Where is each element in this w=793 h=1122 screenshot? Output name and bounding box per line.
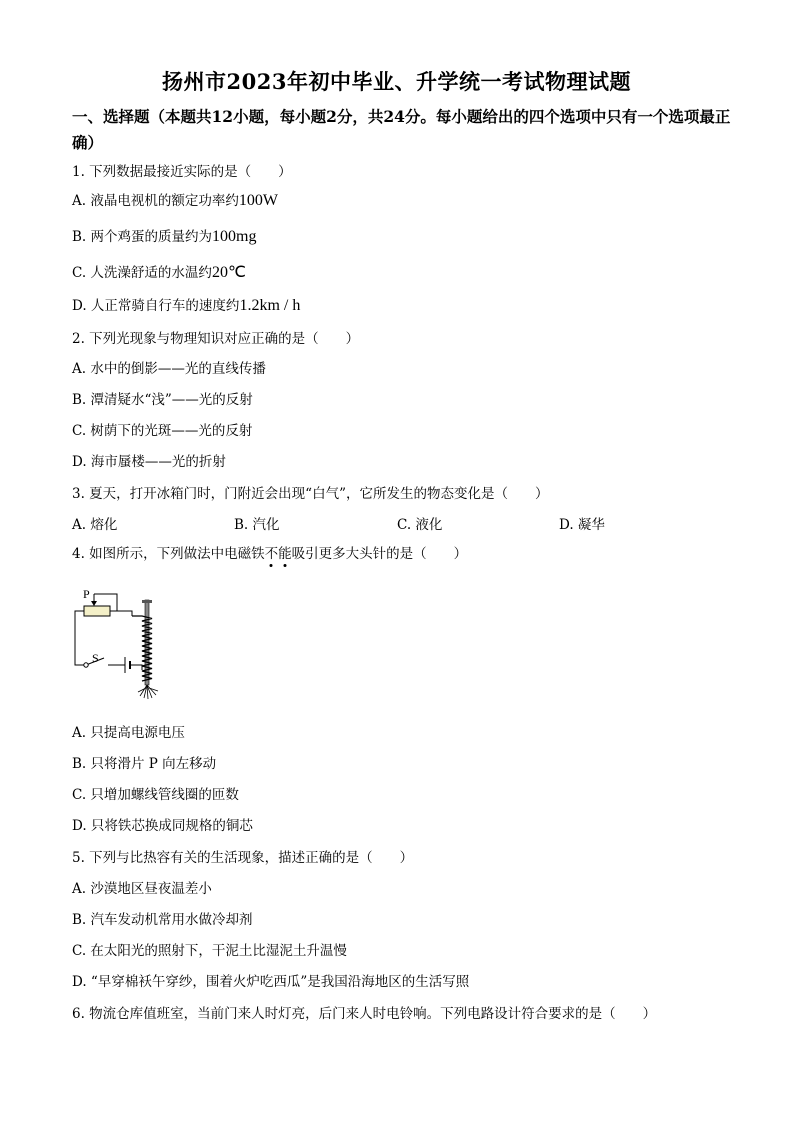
question-5-option-d: D. “早穿棉袄午穿纱，围着火炉吃西瓜”是我国沿海地区的生活写照 <box>72 974 470 990</box>
question-2-option-a: A. 水中的倒影——光的直线传播 <box>72 361 266 377</box>
slider-arrow-head <box>91 601 97 606</box>
question-2-stem: 2. 下列光现象与物理知识对应正确的是（ ） <box>72 331 360 347</box>
circuit-diagram <box>72 580 172 705</box>
stem-text: 4. 如图所示，下列做法中电磁铁 <box>72 546 265 562</box>
switch-contact <box>84 663 88 667</box>
question-4-option-d: D. 只将铁芯换成同规格的铜芯 <box>72 818 253 834</box>
question-3-options <box>72 513 732 533</box>
emphasis-char: 不 <box>264 546 279 562</box>
option-text: B. 两个鸡蛋的质量约为 <box>72 229 213 245</box>
section-heading: 一、选择题（本题共12小题，每小题2分，共24分。每小题给出的四个选项中只有一个选项最正确） <box>72 107 731 152</box>
label-s: S <box>92 651 99 665</box>
wire-top <box>110 611 132 616</box>
page-title: 扬州市2023年初中毕业、升学统一考试物理试题 <box>162 69 631 94</box>
option-text: A. 液晶电视机的额定功率约 <box>72 193 239 209</box>
pin <box>138 688 146 692</box>
question-1-option-d <box>72 294 300 315</box>
question-3-option-a: A. 熔化 <box>72 517 118 533</box>
option-value: 20℃ <box>211 264 246 281</box>
rheostat <box>84 606 110 616</box>
question-5-option-a: A. 沙漠地区昼夜温差小 <box>72 881 212 897</box>
pin <box>149 688 158 691</box>
wire-left <box>75 611 86 665</box>
question-2-option-b: B. 潭清疑水“浅”——光的反射 <box>72 392 253 408</box>
question-3-option-b: B. 汽化 <box>234 517 280 533</box>
question-4-option-b: B. 只将滑片 P 向左移动 <box>72 756 217 772</box>
question-5-option-b: B. 汽车发动机常用水做冷却剂 <box>72 912 253 928</box>
emphasis-char: 能 <box>278 546 292 562</box>
option-text: D. 人正常骑自行车的速度约 <box>72 298 240 314</box>
question-1-option-c <box>72 261 246 282</box>
wire-bottom-right <box>130 665 142 670</box>
option-value: 1.2km / h <box>239 297 301 314</box>
question-3-option-c: C. 液化 <box>397 517 443 533</box>
option-text: C. 人洗澡舒适的水温约 <box>72 265 212 281</box>
stem-text: 吸引更多大头针的是（ ） <box>291 546 468 562</box>
core-cap <box>142 600 152 603</box>
option-value: 100mg <box>212 228 257 245</box>
label-p: P <box>83 587 90 601</box>
electromagnet-circuit-figure <box>72 580 172 705</box>
question-1-option-a <box>72 189 278 210</box>
question-4-option-a: A. 只提高电源电压 <box>72 725 185 741</box>
question-4-stem <box>72 542 467 562</box>
question-2-option-c: C. 树荫下的光斑——光的反射 <box>72 423 253 439</box>
question-4-option-c: C. 只增加螺线管线圈的匝数 <box>72 787 239 803</box>
option-value: 100W <box>238 192 278 209</box>
question-6-stem: 6. 物流仓库值班室，当前门来人时灯亮，后门来人时电铃响。下列电路设计符合要求的是（ ） <box>72 1006 657 1022</box>
question-1-stem: 1. 下列数据最接近实际的是（ ） <box>72 164 292 180</box>
question-5-option-c: C. 在太阳光的照射下，干泥土比湿泥土升温慢 <box>72 943 347 959</box>
question-5-stem: 5. 下列与比热容有关的生活现象，描述正确的是（ ） <box>72 850 414 866</box>
question-3-option-d: D. 凝华 <box>559 517 605 533</box>
question-3-stem: 3. 夏天，打开冰箱门时，门附近会出现“白气”，它所发生的物态变化是（ ） <box>72 486 549 502</box>
question-1-option-b <box>72 225 256 246</box>
pins <box>138 685 158 699</box>
question-2-option-d: D. 海市蜃楼——光的折射 <box>72 454 226 470</box>
